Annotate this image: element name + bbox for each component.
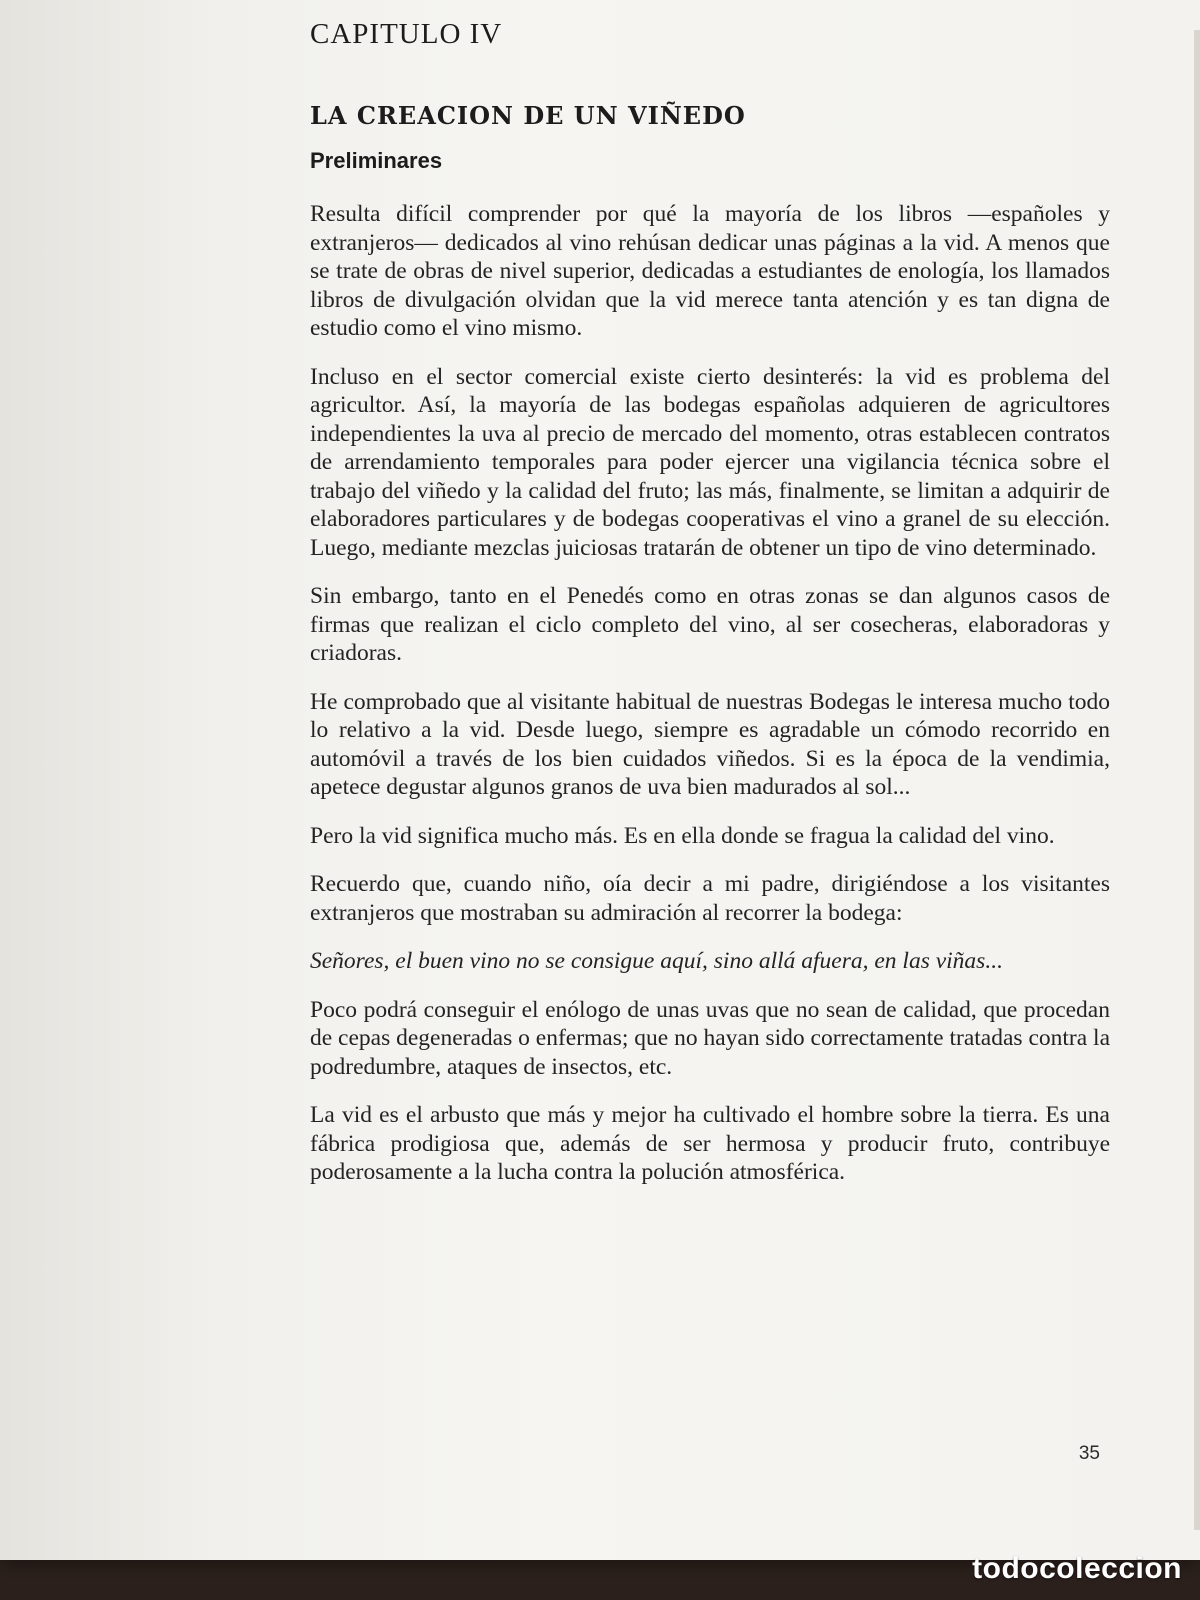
paragraph-5: Pero la vid significa mucho más. Es en ella donde se fragua la calidad del vino.: [310, 822, 1055, 849]
page-number: 35: [1078, 1443, 1100, 1464]
quote-paragraph: Señores, el buen vino no se consigue aquí, sino allá afuera, en las viñas...: [310, 948, 1003, 974]
paragraph-2: Incluso en el sector comercial existe cierto desinterés: la vid es problema del agricultor. Así, la mayoría de las bodegas españolas adquieren de agricultores independientes la uva al precio de mercado del momento, otras establecen contratos de arrendamiento temporales para poder ejercer una vigilancia técnica sobre el trabajo del viñedo y la calidad del fruto; las más, finalmente, se limitan a adquirir de elaboradores particulares y de bodegas cooperativas el vino a granel de su elección. Luego, mediante mezclas juiciosas tratarán de obtener un tipo de vino determinado.: [310, 363, 1110, 561]
page-edge: [1194, 30, 1200, 1530]
paragraph-8: Poco podrá conseguir el enólogo de unas uvas que no sean de calidad, que procedan de cepas degeneradas o enfermas; que no hayan sido correctamente tratadas contra la podredumbre, ataques de insectos, etc.: [310, 996, 1110, 1080]
paragraph-9: La vid es el arbusto que más y mejor ha cultivado el hombre sobre la tierra. Es una fábrica prodigiosa que, además de ser hermosa y producir fruto, contribuye poderosamente a la lucha contra la polución atmosférica.: [310, 1102, 1110, 1185]
paragraph-3: Sin embargo, tanto en el Penedés como en otras zonas se dan algunos casos de firmas que realizan el ciclo completo del vino, al ser cosecheras, elaboradoras y criadoras.: [310, 583, 1110, 666]
section-subtitle: Preliminares: [310, 148, 443, 173]
paragraph-6: Recuerdo que, cuando niño, oía decir a mi padre, dirigiéndose a los visitantes extranjeros que mostraban su admiración al recorrer la bodega:: [310, 871, 1110, 926]
chapter-heading: CAPITULO IV: [310, 18, 503, 50]
watermark-logo: todocoleccion: [972, 1552, 1182, 1585]
paragraph-4: He comprobado que al visitante habitual de nuestras Bodegas le interesa mucho todo lo relativo a la vid. Desde luego, siempre es agradable un cómodo recorrido en automóvil a través de los bien cuidados viñedos. Si es la época de la vendimia, apetece degustar algunos granos de uva bien madurados al sol...: [310, 688, 1110, 800]
chapter-title: LA CREACION DE UN VIÑEDO: [310, 101, 746, 130]
paragraph-1: Resulta difícil comprender por qué la mayoría de los libros —españoles y extranjeros— dedicados al vino rehúsan dedicar unas páginas a la vid. A menos que se trate de obras de nivel superior, dedicadas a estudiantes de enología, los llamados libros de divulgación olvidan que la vid merece tanta atención y es tan digna de estudio como el vino mismo.: [310, 201, 1110, 341]
page-content: [310, 18, 1110, 1207]
